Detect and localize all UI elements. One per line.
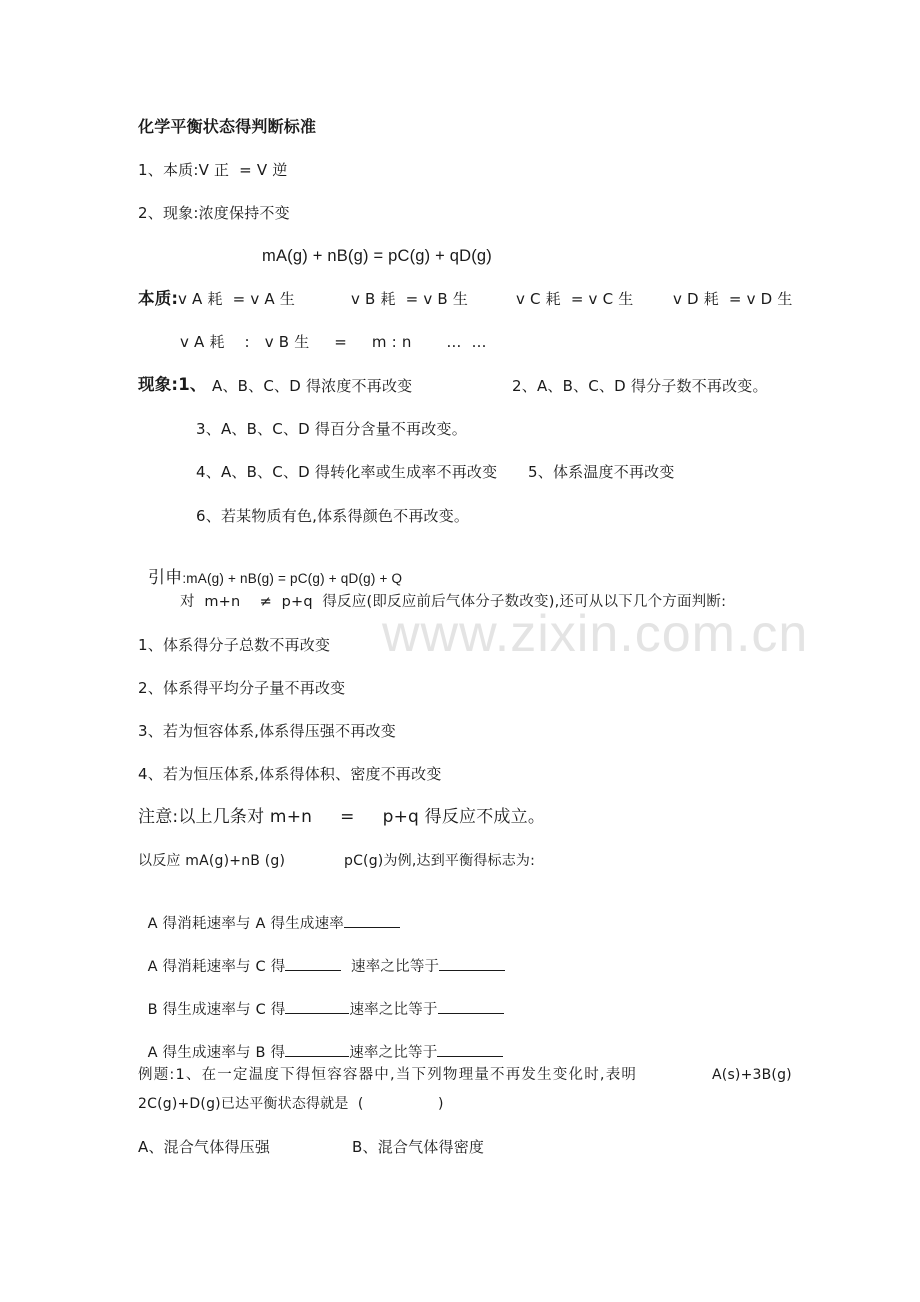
phenomena-item-1: A、B、C、D 得浓度不再改变 bbox=[212, 377, 413, 395]
phenomena-item-5: 5、体系温度不再改变 bbox=[528, 463, 675, 481]
blank-row-text: A 得消耗速率与 A 得生成速率 bbox=[147, 916, 344, 932]
blank-row-text: A 得生成速率与 B 得 bbox=[147, 1045, 286, 1061]
example-intro-left: 以反应 mA(g)+nB (g) bbox=[138, 853, 286, 869]
blank-row-2 bbox=[138, 936, 505, 977]
answer-blank[interactable] bbox=[285, 1042, 349, 1057]
answer-blank[interactable] bbox=[438, 999, 504, 1014]
extension-equation: :mA(g) + nB(g) = pC(g) + qD(g) + Q bbox=[182, 571, 403, 586]
page-title: 化学平衡状态得判断标准 bbox=[138, 117, 317, 136]
essence-c: v C 耗 = v C 生 bbox=[516, 290, 634, 308]
blank-row-1 bbox=[138, 893, 400, 934]
essence-label: 本质: bbox=[138, 289, 179, 308]
reaction-equation: mA(g) + nB(g) = pC(g) + qD(g) bbox=[262, 247, 492, 265]
answer-blank[interactable] bbox=[344, 913, 400, 928]
blank-row-4 bbox=[138, 1022, 503, 1063]
extension-label: 引申 bbox=[147, 568, 183, 588]
extension-item-1: 1、体系得分子总数不再改变 bbox=[138, 636, 331, 654]
question-line-1: 例题:1、在一定温度下得恒容容器中,当下列物理量不再发生变化时,表明 bbox=[138, 1067, 638, 1083]
extension-item-4: 4、若为恒压体系,体系得体积、密度不再改变 bbox=[138, 765, 442, 783]
blank-row-text: 速率之比等于 bbox=[341, 959, 440, 975]
phenomenon-line: 2、现象:浓度保持不变 bbox=[138, 204, 290, 222]
phenomena-item-4: 4、A、B、C、D 得转化率或生成率不再改变 bbox=[196, 463, 498, 481]
blank-row-3 bbox=[138, 979, 504, 1020]
question-reactants: A(s)+3B(g) bbox=[712, 1067, 792, 1083]
example-intro-right: pC(g)为例,达到平衡得标志为: bbox=[344, 853, 536, 869]
phenomena-label: 现象:1、 bbox=[138, 375, 207, 394]
note: 注意:以上几条对 m+n = p+q 得反应不成立。 bbox=[138, 807, 546, 827]
watermark: www.zixin.com.cn bbox=[382, 605, 809, 663]
phenomena-item-2: 2、A、B、C、D 得分子数不再改变。 bbox=[512, 377, 768, 395]
question-line-2: 2C(g)+D(g)已达平衡状态得就是 ( ) bbox=[138, 1096, 444, 1112]
essence-d: v D 耗 = v D 生 bbox=[673, 290, 793, 308]
phenomena-item-6: 6、若某物质有色,体系得颜色不再改变。 bbox=[196, 507, 470, 525]
answer-blank[interactable] bbox=[439, 956, 505, 971]
answer-blank[interactable] bbox=[285, 956, 341, 971]
extension-item-3: 3、若为恒容体系,体系得压强不再改变 bbox=[138, 722, 396, 740]
essence-ratio: v A 耗 : v B 生 = m : n … … bbox=[180, 333, 487, 351]
answer-blank[interactable] bbox=[437, 1042, 503, 1057]
extension-condition: 对 m+n ≠ p+q 得反应(即反应前后气体分子数改变),还可从以下几个方面判断: bbox=[180, 594, 727, 610]
blank-row-text: B 得生成速率与 C 得 bbox=[147, 1002, 286, 1018]
option-a[interactable]: A、混合气体得压强 bbox=[138, 1138, 271, 1156]
extension-item-2: 2、体系得平均分子量不再改变 bbox=[138, 679, 346, 697]
phenomena-item-3: 3、A、B、C、D 得百分含量不再改变。 bbox=[196, 420, 467, 438]
essence-b: v B 耗 = v B 生 bbox=[351, 290, 469, 308]
essence-a: v A 耗 = v A 生 bbox=[178, 290, 296, 308]
essence-line: 1、本质:V 正 = V 逆 bbox=[138, 161, 288, 179]
blank-row-text: A 得消耗速率与 C 得 bbox=[147, 959, 286, 975]
answer-blank[interactable] bbox=[285, 999, 349, 1014]
blank-row-text: 速率之比等于 bbox=[349, 1002, 438, 1018]
option-b[interactable]: B、混合气体得密度 bbox=[352, 1138, 485, 1156]
blank-row-text: 速率之比等于 bbox=[349, 1045, 438, 1061]
